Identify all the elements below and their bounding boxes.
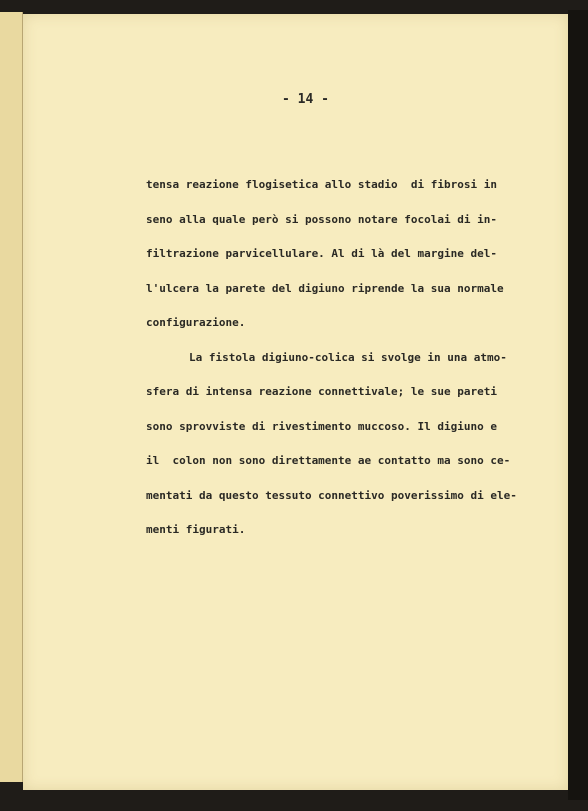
text-line: il colon non sono direttamente ae contatto ma sono ce- bbox=[146, 454, 511, 467]
text-line: menti figurati. bbox=[146, 523, 246, 536]
text-line: mentati da questo tessuto connettivo poverissimo di ele- bbox=[146, 488, 517, 502]
text-line: tensa reazione flogisetica allo stadio di fibrosi in bbox=[146, 178, 497, 191]
text-line: sfera di intensa reazione connettivale; le sue pareti bbox=[146, 385, 497, 398]
text-line: seno alla quale però si possono notare focolai di in- bbox=[146, 212, 497, 226]
body-text bbox=[146, 178, 576, 558]
left-page-edge bbox=[0, 12, 23, 782]
text-line: La fistola digiuno-colica si svolge in una atmo- bbox=[189, 350, 507, 364]
text-line: sono sprovviste di rivestimento muccoso. Il digiuno e bbox=[146, 419, 497, 433]
text-line: filtrazione parvicellulare. Al di là del margine del- bbox=[146, 247, 497, 260]
text-line: l'ulcera la parete del digiuno riprende la sua normale bbox=[146, 281, 504, 295]
page-number: - 14 - bbox=[282, 92, 329, 107]
text-line: configurazione. bbox=[146, 316, 246, 329]
document-page bbox=[23, 14, 568, 790]
